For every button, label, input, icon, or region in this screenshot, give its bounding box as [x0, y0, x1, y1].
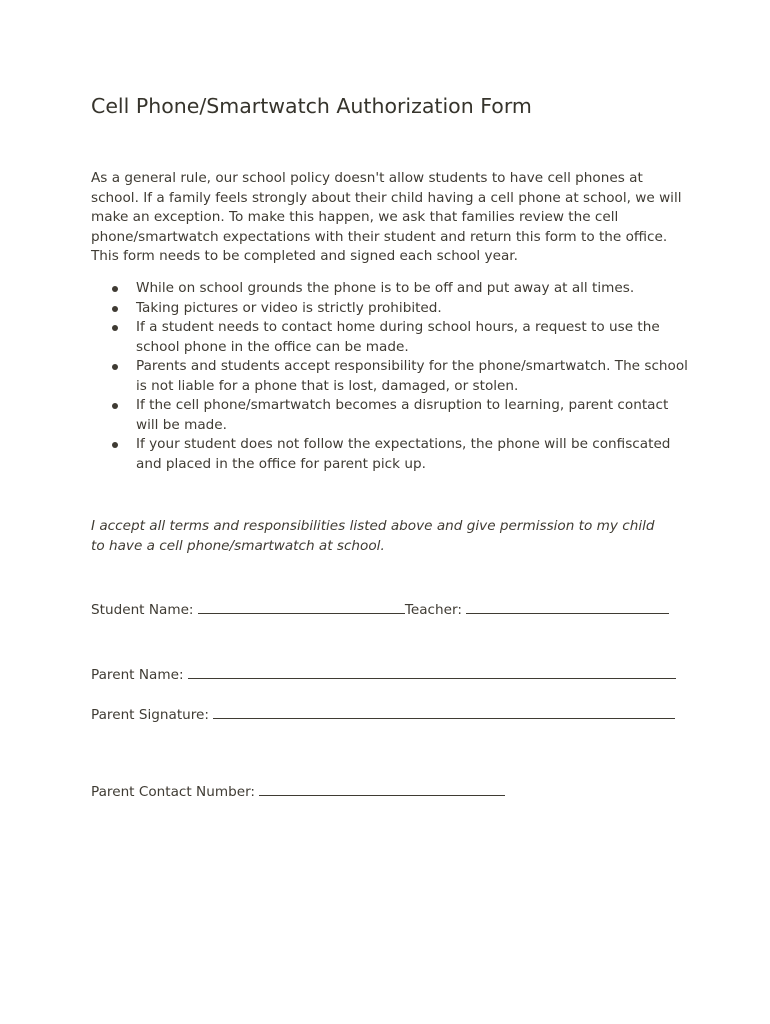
rule-text: If your student does not follow the expectations, the phone will be confiscated and placed in the office for parent pick up. — [136, 436, 671, 472]
student-name-label: Student Name: — [91, 602, 194, 618]
teacher-field[interactable] — [466, 599, 669, 614]
rule-item — [91, 299, 691, 319]
rule-text: If the cell phone/smartwatch becomes a disruption to learning, parent contact will be made. — [136, 397, 669, 433]
bullet-icon — [112, 325, 118, 331]
parent-signature-row — [91, 704, 675, 723]
parent-name-row — [91, 664, 676, 683]
parent-contact-label: Parent Contact Number: — [91, 784, 255, 800]
rule-item — [91, 396, 691, 435]
parent-contact-field[interactable] — [259, 781, 505, 796]
rule-text: Taking pictures or video is strictly prohibited. — [136, 299, 442, 316]
rule-text: Parents and students accept responsibility for the phone/smartwatch. The school is not liable for a phone that is lost, damaged, or stolen. — [136, 358, 688, 394]
bullet-icon — [112, 442, 118, 448]
bullet-icon — [112, 403, 118, 409]
bullet-icon — [112, 306, 118, 312]
parent-name-field[interactable] — [188, 664, 676, 679]
teacher-label: Teacher: — [404, 602, 462, 618]
bullet-icon — [112, 364, 118, 370]
rule-item — [91, 357, 691, 396]
page-title: Cell Phone/Smartwatch Authorization Form — [91, 94, 532, 118]
rule-item — [91, 279, 691, 299]
rule-item — [91, 435, 691, 474]
rules-list — [91, 279, 691, 474]
intro-paragraph: As a general rule, our school policy doesn't allow students to have cell phones at school. If a family feels strongly about their child having a cell phone at school, we will make an exception. To make this happen, we ask that families review the cell phone/smartwatch expectations with their student and return this form to the office. This form needs to be completed and signed each school year. — [91, 170, 682, 265]
acceptance-statement: I accept all terms and responsibilities listed above and give permission to my child to have a cell phone/smartwatch at school. — [91, 518, 655, 554]
parent-signature-field[interactable] — [213, 704, 675, 719]
rule-text: If a student needs to contact home during school hours, a request to use the school phone in the office can be made. — [136, 319, 660, 355]
bullet-icon — [112, 286, 118, 292]
student-teacher-row — [91, 599, 669, 618]
rule-item — [91, 318, 691, 357]
parent-name-label: Parent Name: — [91, 667, 184, 683]
parent-signature-label: Parent Signature: — [91, 707, 209, 723]
student-name-field[interactable] — [198, 599, 405, 614]
parent-contact-row — [91, 781, 505, 800]
rule-text: While on school grounds the phone is to be off and put away at all times. — [136, 280, 635, 296]
